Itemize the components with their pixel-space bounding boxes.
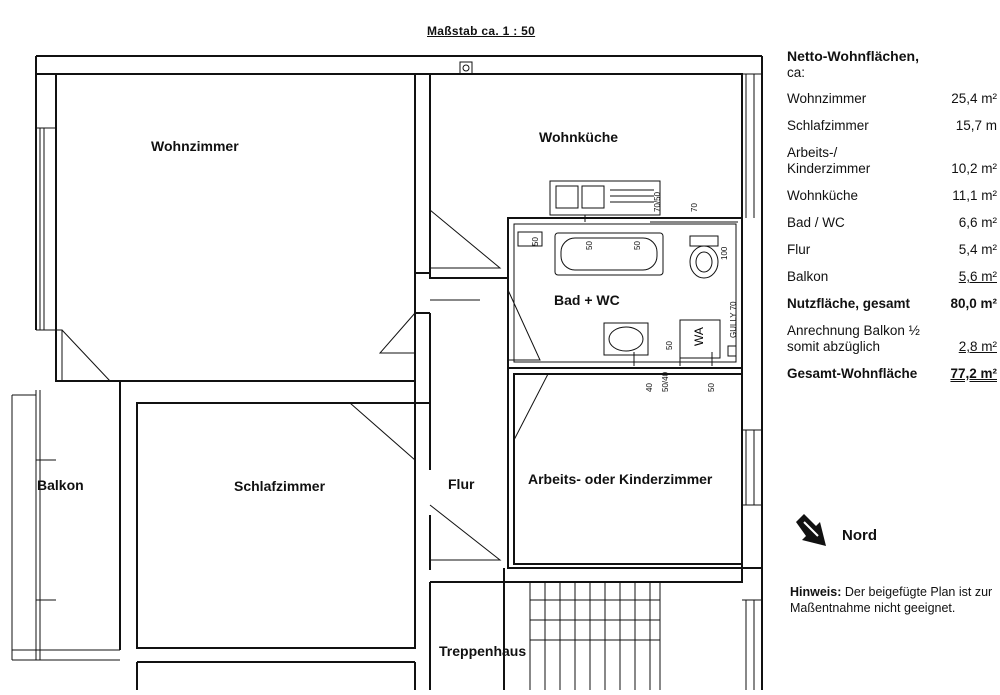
area-label: Bad / WC	[787, 215, 845, 230]
dim-label: 50	[633, 241, 642, 250]
window-right-mid	[742, 430, 762, 505]
area-label: Wohnzimmer	[787, 91, 867, 106]
wall-wohnzimmer-kueche	[415, 74, 430, 273]
area-total-value: 80,0 m²	[950, 296, 997, 311]
area-grand-total-value: 77,2 m²	[950, 366, 997, 381]
wall-schlafzimmer	[137, 403, 415, 648]
wall-arbeitszimmer	[514, 374, 742, 564]
area-deduction-label: Anrechnung Balkon ½ somit abzüglich	[787, 323, 920, 354]
window-right-bottom	[742, 600, 762, 690]
kitchen-sink	[550, 181, 660, 215]
wall-balkon	[12, 330, 120, 660]
bathtub	[555, 233, 663, 275]
toilet	[690, 236, 718, 278]
area-value: 25,4 m²	[951, 91, 997, 106]
room-schlafzimmer: Schlafzimmer	[234, 478, 326, 494]
area-table-subtitle: ca:	[787, 65, 806, 80]
area-label: Flur	[787, 242, 811, 257]
dim-label: 50	[707, 383, 716, 392]
area-row	[787, 118, 997, 134]
area-deduction-value: 2,8 m²	[958, 339, 997, 354]
wall-bad	[508, 218, 742, 368]
room-wohnkueche: Wohnküche	[539, 129, 619, 145]
area-total-row	[787, 296, 997, 312]
note-label: Hinweis:	[790, 585, 842, 599]
dim-label: 40	[645, 383, 654, 392]
area-value: 10,2 m²	[951, 161, 997, 176]
area-total-label: Nutzfläche, gesamt	[787, 296, 911, 311]
note-text: Der beigefügte Plan ist zur Maßentnahme nicht geeignet.	[790, 585, 993, 615]
room-bad: Bad + WC	[554, 292, 620, 308]
area-value: 5,6 m²	[958, 269, 997, 284]
dim-label: 70/50	[653, 191, 662, 212]
room-balkon: Balkon	[37, 477, 84, 493]
dim-label: 70	[690, 203, 699, 212]
area-value: 5,4 m²	[958, 242, 997, 257]
area-value: 11,1 m²	[952, 188, 997, 203]
room-wohnzimmer: Wohnzimmer	[151, 138, 239, 154]
area-label: Balkon	[787, 269, 829, 284]
area-label: Schlafzimmer	[787, 118, 869, 133]
door-swings	[62, 210, 548, 560]
area-table	[787, 48, 997, 382]
dim-label: 50	[531, 237, 540, 246]
scale-title: Maßstab ca. 1 : 50	[427, 24, 536, 38]
wa-label: WA	[692, 327, 706, 346]
area-row	[787, 269, 997, 285]
dim-label: 50	[585, 241, 594, 250]
room-flur: Flur	[448, 476, 475, 492]
room-arbeitszimmer: Arbeits- oder Kinderzimmer	[528, 471, 713, 487]
area-row	[787, 242, 997, 258]
area-table-title: Netto-Wohnflächen,	[787, 48, 919, 64]
dim-label: 100	[720, 246, 729, 260]
north-indicator	[790, 510, 900, 550]
north-arrow-icon	[792, 512, 832, 552]
note	[790, 584, 995, 616]
area-value: 15,7 m	[955, 118, 997, 133]
dim-label: 50/40	[661, 371, 670, 392]
dim-label: GULLY 70	[729, 301, 738, 338]
area-value: 6,6 m²	[958, 215, 997, 230]
window-right-top	[742, 74, 762, 218]
area-row	[787, 188, 997, 204]
area-grand-total-label: Gesamt-Wohnfläche	[787, 366, 918, 381]
stairs	[530, 582, 660, 690]
window-left	[36, 128, 56, 330]
area-row	[787, 215, 997, 231]
wall-wohnzimmer	[56, 74, 415, 381]
dim-label: 50	[665, 341, 674, 350]
area-row	[787, 145, 997, 177]
area-row	[787, 91, 997, 107]
area-grand-total-row	[787, 366, 997, 382]
room-treppenhaus: Treppenhaus	[439, 643, 527, 659]
area-deduction-row	[787, 323, 997, 355]
wall-flur	[416, 313, 430, 570]
area-label: Wohnküche	[787, 188, 859, 203]
area-label: Arbeits-/ Kinderzimmer	[787, 145, 871, 176]
north-label: Nord	[842, 527, 877, 544]
washbasin	[604, 323, 648, 355]
